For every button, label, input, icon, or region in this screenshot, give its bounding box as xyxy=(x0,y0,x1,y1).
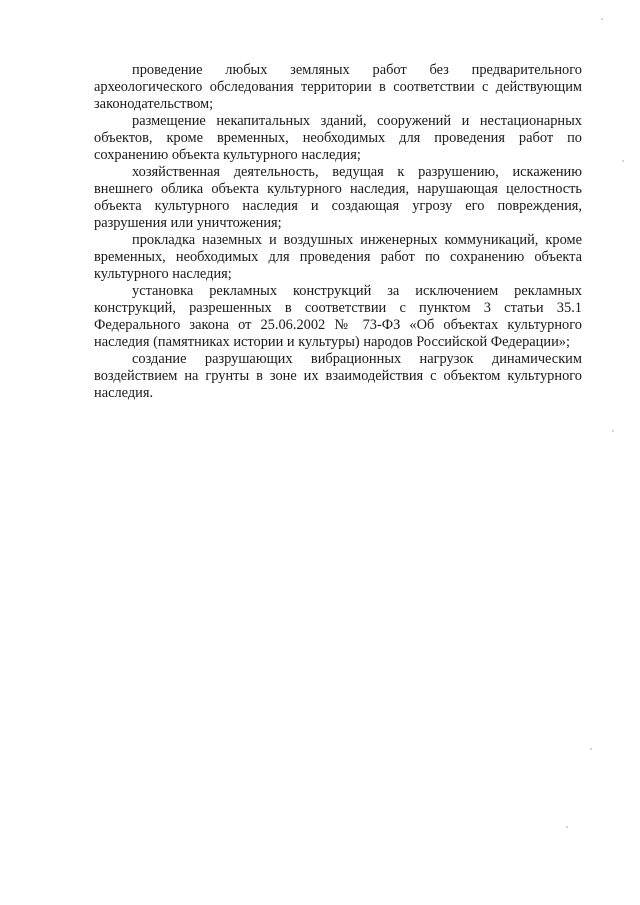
paragraph-advertising: установка рекламных конструкций за исключением рекламных конструкций, разрешенных в соответствии с пунктом 3 статьи 35.1 Федерального закона от 25.06.2002 № 73-ФЗ «Об объектах культурного наследия (памятниках истории и культуры) народов Российской Федерации»; xyxy=(94,283,582,350)
scan-speck xyxy=(612,430,614,432)
scan-speck xyxy=(590,748,592,750)
paragraph-temporary-buildings: размещение некапитальных зданий, сооружений и нестационарных объектов, кроме временных, необходимых для проведения работ по сохранению объекта культурного наследия; xyxy=(94,113,582,163)
scan-speck xyxy=(622,160,624,162)
document-body xyxy=(94,62,582,402)
paragraph-utility-lines: прокладка наземных и воздушных инженерных коммуникаций, кроме временных, необходимых для проведения работ по сохранению объекта культурного наследия; xyxy=(94,232,582,282)
paragraph-vibration-loads: создание разрушающих вибрационных нагрузок динамическим воздействием на грунты в зоне их взаимодействия с объектом культурного наследия. xyxy=(94,351,582,401)
paragraph-earthworks: проведение любых земляных работ без предварительного археологического обследования территории в соответствии с действующим законодательством; xyxy=(94,62,582,112)
scan-speck xyxy=(601,18,603,20)
paragraph-economic-activity: хозяйственная деятельность, ведущая к разрушению, искажению внешнего облика объекта культурного наследия, нарушающая целостность объекта культурного наследия и создающая угрозу его повреждения, разрушения или уничтожения; xyxy=(94,164,582,231)
scan-speck xyxy=(566,826,568,828)
